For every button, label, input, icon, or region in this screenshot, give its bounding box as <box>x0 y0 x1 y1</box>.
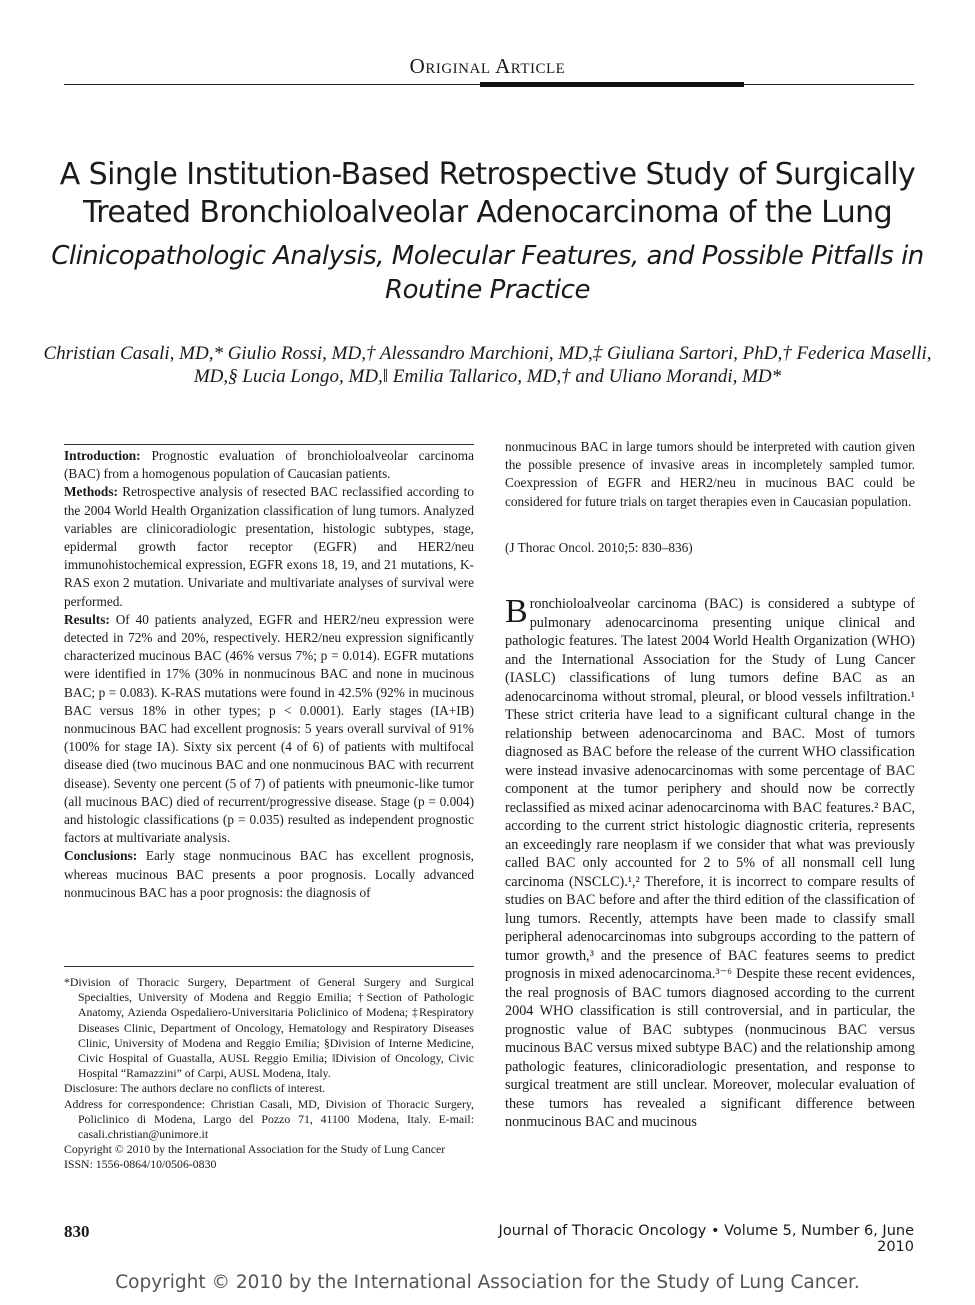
disclosure: Disclosure: The authors declare no conflicts of interest. <box>64 1081 326 1096</box>
article-subtitle: Clinicopathologic Analysis, Molecular Features, and Possible Pitfalls in Routine Practice <box>51 241 924 305</box>
author-list: Christian Casali, MD,* Giulio Rossi, MD,† Alessandro Marchioni, MD,‡ Giuliana Sartori, PhD,† Federica Maselli, MD,§ Lucia Longo, MD,‖ Emilia Tallarico, MD,† and Uliano Morandi, MD* <box>43 343 932 387</box>
abstract-methods <box>64 483 474 610</box>
methods-text: Retrospective analysis of resected BAC reclassified according to the 2004 World Health Organization classification of lung tumors. Analyzed variables are clinicoradiologic presentation, histologic subtypes, stage, epidermal growth factor receptor (EGFR) and HER2/neu immunohistochemical expression, EGFR exons 18, 19, and 21 mutations, K-RAS exon 2 mutation. Univariate and multivariate analyses of survival were performed. <box>64 484 474 609</box>
issn: ISSN: 1556-0864/10/0506-0830 <box>64 1157 217 1172</box>
abstract-continued <box>505 438 915 511</box>
header-rule-accent <box>480 82 744 87</box>
abstract-results <box>64 611 474 848</box>
introduction-text: Prognostic evaluation of bronchioloalveolar carcinoma (BAC) from a homogenous population of Caucasian patients. <box>64 448 474 482</box>
results-label: Results: <box>64 611 110 627</box>
abstract <box>64 444 474 902</box>
copyright-banner: Copyright © 2010 by the International Association for the Study of Lung Cancer. <box>115 1272 860 1293</box>
article-title: A Single Institution-Based Retrospective Study of Surgically Treated Bronchioloalveolar Adenocarcinoma of the Lung <box>59 157 916 230</box>
methods-label: Methods: <box>64 484 118 500</box>
footnotes <box>64 966 474 1173</box>
conclusions-text-continued: nonmucinous BAC in large tumors should be interpreted with caution given the possible presence of invasive areas in incompletely sampled tumor. Coexpression of EGFR and HER2/neu in mucinous BAC could be considered for future trials on target therapies even in Caucasian population. <box>505 439 915 509</box>
introduction-label: Introduction: <box>64 448 141 463</box>
page-number: 830 <box>64 1222 90 1241</box>
body-text <box>505 595 915 1132</box>
copyright-note: Copyright © 2010 by the International Association for the Study of Lung Cancer <box>64 1142 446 1157</box>
abstract-introduction <box>64 447 474 483</box>
citation: (J Thorac Oncol. 2010;5: 830–836) <box>505 540 693 555</box>
correspondence-address: Address for correspondence: Christian Casali, MD, Division of Thoracic Surgery, Policlinico di Modena, Largo del Pozzo 71, 41100 Modena, Italy. E-mail: casali.christian@unimore.it <box>64 1096 474 1142</box>
section-label: Original Article <box>409 54 566 78</box>
results-text: Of 40 patients analyzed, EGFR and HER2/neu expression were detected in 72% and 20%, respectively. HER2/neu expression significantly characterized mucinous BAC (46% versus 7%; p = 0.014). EGFR mutations were identified in 17% (30% in nonmucinous BAC and none in mucinous BAC; p = 0.083). K-RAS mutations were found in 42.5% (92% in mucinous BAC versus 18% in other types; p < 0.0001). Early stages (IA+IB) nonmucinous BAC had excellent prognosis: 5 years overall survival of 91% (100% for stage IA). Sixty six percent (4 of 6) of patients with multifocal disease died (two mucinous BAC and one nonmucinous BAC with recurrent disease). Seventy one percent (5 of 7) of patients with pneumonic-like tumor (all mucinous BAC) died of recurrent/progressive disease. Stage (p = 0.004) and histologic classifications (p = 0.035) resulted as independent prognostic factors at multivariate analysis. <box>64 611 474 846</box>
conclusions-label: Conclusions: <box>64 848 138 864</box>
body-paragraph: ronchioloalveolar carcinoma (BAC) is considered a subtype of pulmonary adenocarcinoma presenting unique clinical and pathologic features. The latest 2004 World Health Organization (WHO) and the International Association for the Study of Lung Cancer (IASLC) classifications of lung tumors define BAC as an adenocarcinoma without stromal, pleural, or blood vessels infiltration.¹ These strict criteria have lead to a significant cultural change in the relationship between adenocarcinoma and BAC. Most of tumors diagnosed as BAC before the release of the current WHO classification were instead invasive adenocarcinomas with some percentage of BAC component at the tumor periphery and should now be correctly reclassified as mixed acinar adenocarcinoma with BAC features.² BAC, according to the current strict histologic diagnostic criteria, represents an exceedingly rare neoplasm if we consider that what was previously called BAC only accounted for 2 to 5% of all nonsmall cell lung carcinoma (NSCLC).¹,² Therefore, it is incorrect to compare results of studies on BAC before and after the third edition of the classification of lung tumors. Recently, attempts have been made to classify small peripheral adenocarcinomas into subgroups according to the pattern of tumor growth,³ and the presence of BAC features seems to predict prognosis in mixed adenocarcinoma.³⁻⁶ Despite these recent evidences, the real prognosis of BAC tumors diagnosed according to the current 2004 WHO classification is still controversial, and in particular, the prognostic value of BAC subtypes (nonmucinous BAC versus mucinous BAC versus mixed subtype BAC) and the relationship among pathologic features, clinicoradiologic presentation, and response to surgical treatment are still unclear. Moreover, molecular evaluation of these tumors has revealed a significant difference between nonmucinous BAC and mucinous <box>505 596 915 1130</box>
drop-cap: B <box>505 593 528 630</box>
abstract-conclusions <box>64 847 474 902</box>
conclusions-text: Early stage nonmucinous BAC has excellent prognosis, whereas mucinous BAC presents a poor prognosis. Locally advanced nonmucinous BAC has a poor prognosis: the diagnosis of <box>64 848 474 900</box>
affiliations: *Division of Thoracic Surgery, Department of General Surgery and Surgical Specialties, University of Modena and Reggio Emilia; †Section of Pathologic Anatomy, Azienda Ospedaliero-Universitaria Policlinico of Modena; ‡Respiratory Diseases Clinic, Department of Oncology, Hematology and Respiratory Diseases Clinic, University of Modena and Reggio Emilia; §Division of Interne Medicine, Civic Hospital of Guastalla, AUSL Reggio Emilia; ‖Division of Oncology, Civic Hospital “Ramazzini” of Carpi, AUSL Modena, Italy. <box>64 975 474 1081</box>
journal-footer: Journal of Thoracic Oncology • Volume 5, Number 6, June 2010 <box>498 1223 914 1255</box>
